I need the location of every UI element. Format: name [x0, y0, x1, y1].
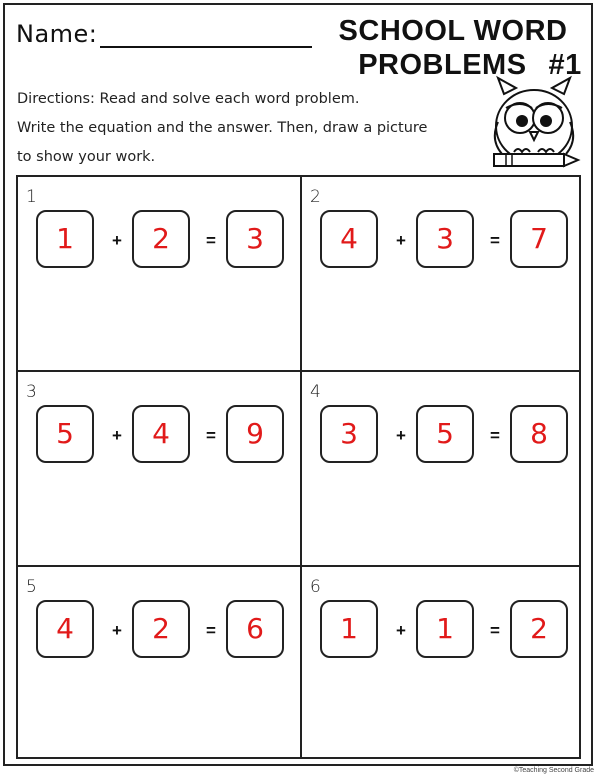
addend-box: 5 [416, 405, 474, 463]
name-write-line[interactable] [100, 46, 312, 48]
problem-number: 6 [310, 577, 321, 597]
addend-box: 4 [36, 600, 94, 658]
title-line-2: PROBLEMS [358, 49, 527, 81]
plus-sign: + [112, 621, 122, 640]
problem-cell[interactable] [302, 177, 582, 370]
equals-sign: = [206, 621, 216, 640]
addend-box: 2 [132, 600, 190, 658]
problem-number: 2 [310, 187, 321, 207]
addend-box: 5 [36, 405, 94, 463]
addend-box: 3 [320, 405, 378, 463]
problem-cell[interactable] [302, 372, 582, 565]
addend-box: 1 [416, 600, 474, 658]
plus-sign: + [396, 231, 406, 250]
addend-box: 2 [132, 210, 190, 268]
addend-box: 1 [320, 600, 378, 658]
addend-box: 4 [320, 210, 378, 268]
problem-cell[interactable] [302, 567, 582, 760]
plus-sign: + [396, 621, 406, 640]
problem-number: 5 [26, 577, 37, 597]
addend-box: 4 [132, 405, 190, 463]
directions-line-3: to show your work. [17, 149, 156, 165]
equals-sign: = [206, 426, 216, 445]
problem-grid [16, 175, 581, 759]
equals-sign: = [490, 231, 500, 250]
problem-number: 4 [310, 382, 321, 402]
name-label: Name: [16, 20, 98, 48]
problem-number: 3 [26, 382, 37, 402]
owl-icon [486, 74, 582, 178]
plus-sign: + [112, 231, 122, 250]
worksheet-title [318, 14, 588, 82]
problem-number: 1 [26, 187, 37, 207]
title-line-1: SCHOOL WORD [338, 15, 568, 47]
problem-cell[interactable] [18, 567, 298, 760]
answer-box: 2 [510, 600, 568, 658]
answer-box: 8 [510, 405, 568, 463]
title-number: #1 [548, 49, 582, 81]
directions-line-2: Write the equation and the answer. Then, draw a picture [17, 120, 428, 136]
answer-box: 3 [226, 210, 284, 268]
problem-cell[interactable] [18, 177, 298, 370]
answer-box: 6 [226, 600, 284, 658]
directions-line-1: Directions: Read and solve each word problem. [17, 91, 360, 107]
equals-sign: = [490, 621, 500, 640]
directions [17, 85, 427, 172]
plus-sign: + [112, 426, 122, 445]
equals-sign: = [490, 426, 500, 445]
addend-box: 3 [416, 210, 474, 268]
addend-box: 1 [36, 210, 94, 268]
footer-credit: ©Teaching Second Grade [513, 767, 594, 774]
answer-box: 7 [510, 210, 568, 268]
plus-sign: + [396, 426, 406, 445]
equals-sign: = [206, 231, 216, 250]
answer-box: 9 [226, 405, 284, 463]
problem-cell[interactable] [18, 372, 298, 565]
